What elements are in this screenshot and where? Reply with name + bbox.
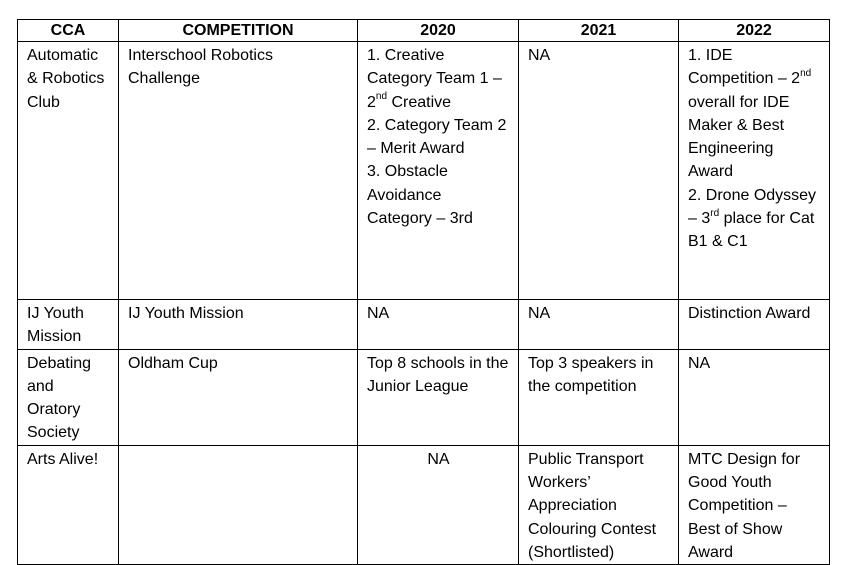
result-2020-cell: NA	[358, 300, 519, 350]
table-row	[18, 300, 830, 350]
result-2020-cell: Top 8 schools in the Junior League	[358, 349, 519, 445]
result-line: 2. Category Team 2 – Merit Award	[367, 116, 507, 158]
competition-cell	[119, 445, 358, 564]
result-line: 1. IDE Competition – 2nd overall for IDE Maker & Best Engineering Award	[688, 47, 812, 181]
result-2022-cell: MTC Design for Good Youth Competition – Best of Show Award	[679, 445, 830, 564]
result-line: 1. Creative Category Team 1 – 2nd Creative	[367, 47, 502, 111]
result-2022-cell: NA	[679, 349, 830, 445]
table-row	[18, 42, 830, 300]
header-2020: 2020	[358, 20, 519, 42]
header-cca: CCA	[18, 20, 119, 42]
result-line: 3. Obstacle Avoidance Category – 3rd	[367, 163, 473, 228]
table-row	[18, 349, 830, 445]
cca-competition-table	[17, 19, 830, 565]
competition-cell: Interschool Robotics Challenge	[119, 42, 358, 300]
result-2021-cell: Top 3 speakers in the competition	[519, 349, 679, 445]
result-2020-cell: NA	[358, 445, 519, 564]
header-row	[18, 20, 830, 42]
competition-cell: IJ Youth Mission	[119, 300, 358, 350]
result-line: 2. Drone Odyssey – 3rd place for Cat B1 & C1	[688, 186, 817, 251]
header-competition: COMPETITION	[119, 20, 358, 42]
result-2020-cell	[358, 42, 519, 300]
cca-cell: IJ Youth Mission	[18, 300, 119, 350]
table-row	[18, 445, 830, 564]
result-2021-cell: Public Transport Workers’ Appreciation Colouring Contest (Shortlisted)	[519, 445, 679, 564]
cca-cell: Automatic & Robotics Club	[18, 42, 119, 300]
header-2022: 2022	[679, 20, 830, 42]
result-2022-cell: Distinction Award	[679, 300, 830, 350]
cca-cell: Arts Alive!	[18, 445, 119, 564]
result-2022-cell	[679, 42, 830, 300]
cca-cell: Debating and Oratory Society	[18, 349, 119, 445]
header-2021: 2021	[519, 20, 679, 42]
competition-cell: Oldham Cup	[119, 349, 358, 445]
result-2021-cell: NA	[519, 300, 679, 350]
result-2021-cell: NA	[519, 42, 679, 300]
